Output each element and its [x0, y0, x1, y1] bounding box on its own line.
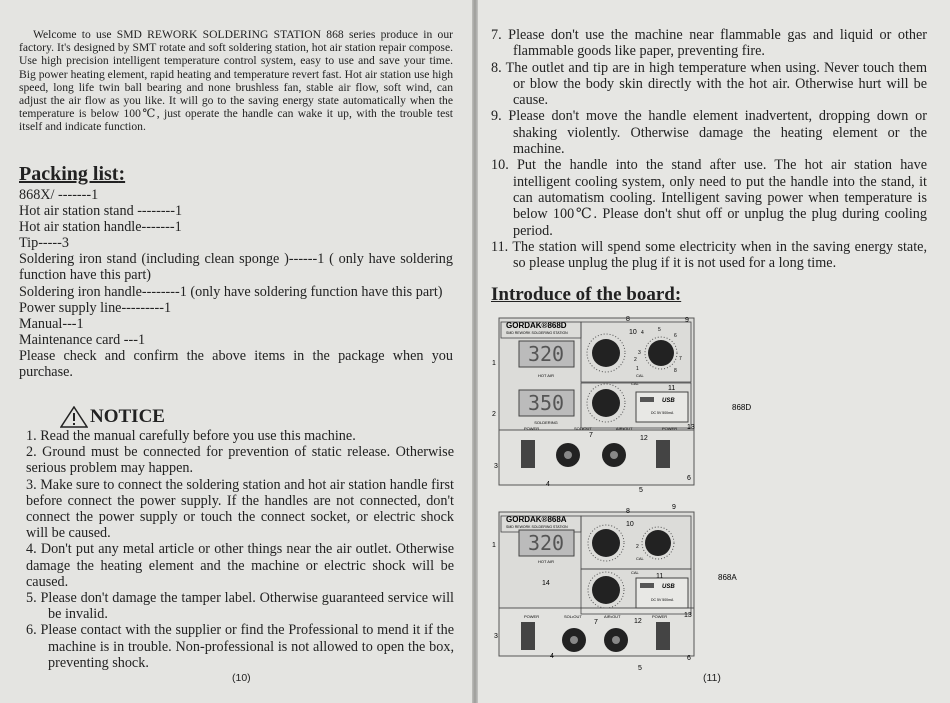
usb-label: USB [662, 398, 675, 404]
hot-air-display-value: 320 [527, 531, 565, 555]
cal-label: CAL [636, 373, 644, 378]
right-page-number: (11) [703, 672, 721, 684]
callout: 3 [494, 633, 498, 640]
power-label: POWER [662, 426, 678, 431]
callout: 12 [634, 618, 642, 625]
callout: 14 [542, 580, 550, 587]
brand-label: GORDAK®868D [506, 321, 567, 330]
packing-item: Soldering iron stand (including clean sponge )------1 ( only have soldering function have this part) [19, 251, 453, 284]
scale-label: 2 [636, 544, 639, 550]
cal-label: CAL [631, 570, 639, 575]
scale-label: 7 [679, 356, 682, 362]
callout: 9 [685, 317, 689, 324]
packing-item: Tip-----3 [19, 235, 69, 252]
notice-heading [60, 406, 165, 428]
packing-list [19, 187, 453, 380]
air-flow-knob [645, 530, 671, 556]
callout: 6 [687, 475, 691, 482]
power-label: POWER [524, 614, 540, 619]
packing-item: Power supply line---------1 [19, 299, 172, 316]
board-diagram-868d [486, 310, 766, 500]
soldering-temp-knob [592, 389, 620, 417]
notice-list-continued [491, 27, 927, 271]
notice-item: 6. Please contact with the supplier or find the Professional to mend it if the machine is in trouble. Non-professional is not allowed to open the box, preventing shock. [26, 622, 454, 671]
soldering-display-value: 350 [527, 391, 565, 415]
board-diagram-868a [486, 500, 766, 672]
soldering-label: SOLDERING [534, 420, 558, 425]
book-spine [472, 0, 478, 703]
packing-item: Hot air station handle-------1 [19, 219, 182, 236]
power-switch [521, 622, 535, 650]
cal-label: CAL [636, 556, 644, 561]
scale-label: 6 [674, 333, 677, 339]
air-out-label: AIR•OUT [616, 426, 633, 431]
callout: 2 [492, 411, 496, 418]
packing-item: Please check and confirm the above items in the package when you purchase. [19, 347, 453, 381]
scale-label: 4 [641, 330, 644, 336]
air-flow-knob [648, 340, 674, 366]
notice-list [26, 428, 454, 671]
callout: 13 [684, 612, 692, 619]
hot-air-temp-knob [592, 529, 620, 557]
callout: 4 [550, 653, 554, 660]
warning-icon [60, 406, 88, 428]
notice-title: NOTICE [90, 405, 165, 427]
callout: 11 [668, 385, 676, 392]
callout: 13 [687, 424, 695, 431]
left-page-number: (10) [232, 672, 251, 684]
hot-air-label: HOT AIR [538, 559, 554, 564]
notice-item: 5. Please don't damage the tamper label. Otherwise guaranteed service will be invalid. [26, 590, 454, 623]
callout: 4 [546, 481, 550, 488]
notice-item: 3. Make sure to connect the soldering station and hot air station handle first before connect the power supply. If the handles are not connected, don't connect the power supply or touch the connect socket, or electric shock will be caused. [26, 476, 454, 542]
board-title: Introduce of the board: [491, 284, 682, 305]
packing-item: Hot air station stand --------1 [19, 203, 183, 220]
cal-label: CAL [631, 381, 639, 386]
notice-item: 7. Please don't use the machine near flammable gas and liquid or other flammable goods like paper, preventing fire. [491, 27, 927, 60]
scale-label: 1 [636, 366, 639, 372]
power-switch [521, 440, 535, 468]
notice-item: 4. Don't put any metal article or other things near the air outlet. Otherwise damage the heating element and the machine or electric shock will be caused. [26, 541, 454, 590]
sol-out-label: SOL•OUT [564, 614, 582, 619]
callout: 11 [656, 573, 664, 580]
hot-air-display-value: 320 [527, 342, 565, 366]
power-label: POWER [524, 426, 540, 431]
callout: 10 [629, 329, 637, 336]
callout: 12 [640, 435, 648, 442]
notice-item: 2. Ground must be connected for prevention of static release. Otherwise serious problem may happen. [26, 444, 454, 477]
notice-item: 1. Read the manual carefully before you use this machine. [26, 428, 356, 444]
hot-air-temp-knob [592, 339, 620, 367]
callout: 8 [626, 316, 630, 323]
notice-item: 11. The station will spend some electricity when in the saving energy state, so please unplug the plug if it is not used for a long time. [491, 238, 927, 272]
usb-sub-label: DC 5V 500mA [651, 598, 674, 602]
callout: 10 [626, 521, 634, 528]
callout: 3 [494, 463, 498, 470]
scale-label: 8 [674, 368, 677, 374]
callout: 6 [687, 655, 691, 662]
brand-subtitle: SMD REWORK SOLDERING STATION [506, 525, 568, 529]
packing-item: Manual---1 [19, 315, 84, 332]
sol-out-label: SOL•OUT [574, 426, 592, 431]
callout: 9 [672, 504, 676, 511]
callout: 1 [492, 360, 496, 367]
notice-item: 10. Put the handle into the stand after use. The hot air station have intelligent cooling system, only need to put the handle into the stand, it can automatism cooling. Intelligent saving power when temperature is below 100℃. Please don't shut off or unplug the plug during cooling period. [491, 157, 927, 239]
soldering-temp-knob [592, 576, 620, 604]
callout: 5 [638, 665, 642, 672]
callout: 8 [626, 508, 630, 515]
power-label: POWER [652, 614, 668, 619]
callout: 1 [492, 542, 496, 549]
brand-label: GORDAK®868A [506, 515, 567, 524]
intro-paragraph: Welcome to use SMD REWORK SOLDERING STATION 868 series produce in our factory. It's designed by SMT rotate and soft soldering station, hot air station repair compose. Use high precision intelligent temperature control system, easy to use and save your time. Big power heating element, rapid heating and temperature revert fast. Hot air station use high speed, long life twin ball bearing and none brushless fan, stable air flow, soft wind, can adjust the air flow as you like. It will go to the saving energy state automatically when the temperature is below 100℃, just operate the handle can wake it up, with the trouble test itself and indicate function. [19, 28, 453, 134]
usb-port [640, 397, 654, 402]
packing-list-title: Packing list: [19, 163, 126, 185]
power-switch [656, 440, 670, 468]
notice-item: 8. The outlet and tip are in high temperature when using. Never touch them or blow the body skin directly with the hot air. Otherwise hurt will be cause. [491, 59, 927, 109]
callout: 5 [639, 487, 643, 494]
scale-label: 2 [634, 357, 637, 363]
air-out-label: AIR•OUT [604, 614, 621, 619]
packing-item: Maintenance card ---1 [19, 331, 146, 348]
usb-sub-label: DC 5V 500mA [651, 411, 674, 415]
power-switch [656, 622, 670, 650]
packing-item: Soldering iron handle--------1 (only have soldering function have this part) [19, 283, 443, 300]
model-label: 868D [732, 403, 752, 412]
scale-label: 5 [658, 327, 661, 333]
scale-label: 3 [638, 350, 641, 356]
model-label: 868A [718, 573, 737, 582]
callout: 7 [594, 619, 598, 626]
brand-subtitle: SMD REWORK SOLDERING STATION [506, 331, 568, 335]
packing-item: 868X/ -------1 [19, 187, 99, 203]
notice-item: 9. Please don't move the handle element inadvertent, dropping down or shaking violently. Otherwise damage the heating element or the machine. [491, 108, 927, 158]
usb-label: USB [662, 584, 675, 590]
usb-port [640, 583, 654, 588]
hot-air-label: HOT AIR [538, 373, 554, 378]
callout: 7 [589, 432, 593, 439]
